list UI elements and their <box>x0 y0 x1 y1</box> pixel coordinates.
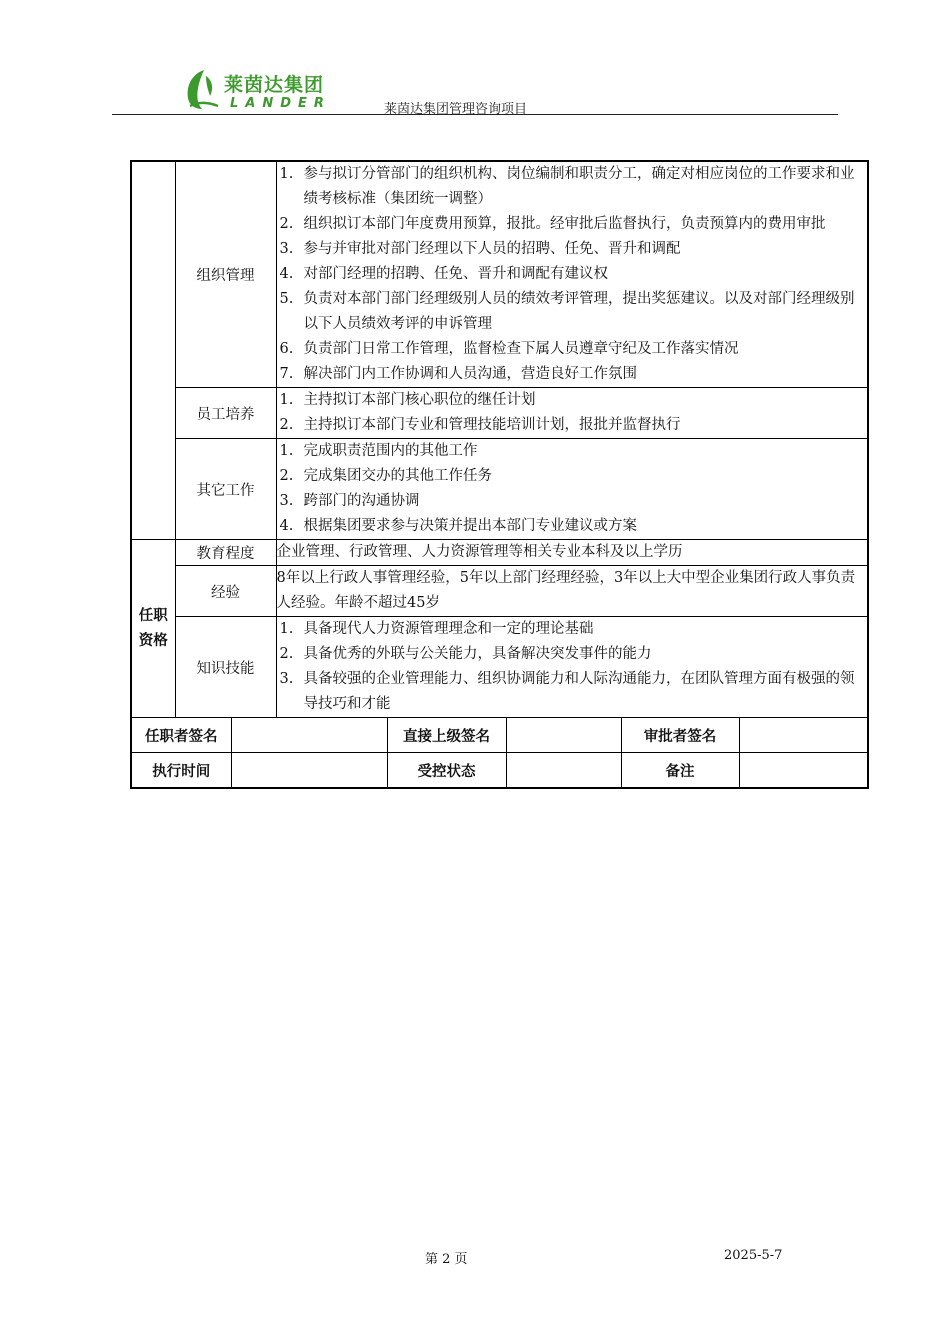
list-item: 1. 主持拟订本部门核心职位的继任计划 <box>279 392 536 408</box>
holder-sign-field[interactable] <box>231 718 387 753</box>
duty-row-organization <box>131 161 868 388</box>
logo-english-name: LANDER <box>230 96 331 111</box>
list-item: 3. 跨部门的沟通协调 <box>279 493 420 509</box>
header-divider <box>112 114 838 115</box>
list-item: 2. 具备优秀的外联与公关能力，具备解决突发事件的能力 <box>279 646 652 662</box>
exec-time-field[interactable] <box>231 753 387 789</box>
qualification-row-education <box>131 540 868 566</box>
list-item: 5. 负责对本部门部门经理级别人员的绩效考评管理，提出奖惩建议。以及对部门经理级别以下人员绩效考评的申诉管理 <box>279 291 855 332</box>
duty-label: 组织管理 <box>175 161 276 388</box>
skills-label: 知识技能 <box>175 617 276 718</box>
duty-content <box>276 161 868 388</box>
duty-content <box>276 388 868 439</box>
list-item: 2. 主持拟订本部门专业和管理技能培训计划，报批并监督执行 <box>279 417 681 433</box>
list-item: 4. 对部门经理的招聘、任免、晋升和调配有建议权 <box>279 266 608 282</box>
signature-row <box>131 718 868 753</box>
approver-sign-field[interactable] <box>739 718 868 753</box>
remarks-field[interactable] <box>739 753 868 789</box>
duty-content <box>276 439 868 540</box>
job-description-table <box>130 160 869 789</box>
experience-label: 经验 <box>175 566 276 617</box>
footer-date: 2025-5-7 <box>724 1248 783 1263</box>
qualification-row-skills <box>131 617 868 718</box>
control-status-label: 受控状态 <box>387 753 506 789</box>
logo-chinese-name: 莱茵达集团 <box>224 74 325 96</box>
page-header <box>112 60 838 116</box>
leaf-icon <box>182 66 222 112</box>
education-label: 教育程度 <box>175 540 276 566</box>
supervisor-sign-field[interactable] <box>506 718 621 753</box>
supervisor-sign-label: 直接上级签名 <box>387 718 506 753</box>
duty-label: 其它工作 <box>175 439 276 540</box>
list-item: 3. 参与并审批对部门经理以下人员的招聘、任免、晋升和调配 <box>279 241 681 257</box>
list-item: 2. 完成集团交办的其他工作任务 <box>279 468 492 484</box>
qualifications-category: 任职资格 <box>131 540 175 718</box>
company-logo <box>182 64 332 114</box>
remarks-label: 备注 <box>621 753 739 789</box>
list-item: 2. 组织拟订本部门年度费用预算，报批。经审批后监督执行，负责预算内的费用审批 <box>279 216 826 232</box>
exec-time-label: 执行时间 <box>131 753 231 789</box>
control-status-field[interactable] <box>506 753 621 789</box>
duties-category-cell <box>131 161 175 540</box>
qualification-row-experience <box>131 566 868 617</box>
header-title: 莱茵达集团管理咨询项目 <box>384 102 528 117</box>
list-item: 1. 具备现代人力资源管理理念和一定的理论基础 <box>279 621 594 637</box>
list-item: 6. 负责部门日常工作管理，监督检查下属人员遵章守纪及工作落实情况 <box>279 341 739 357</box>
approver-sign-label: 审批者签名 <box>621 718 739 753</box>
skills-content <box>276 617 868 718</box>
duty-row-training <box>131 388 868 439</box>
duty-label: 员工培养 <box>175 388 276 439</box>
page-number: 第 2 页 <box>425 1252 468 1267</box>
list-item: 7. 解决部门内工作协调和人员沟通，营造良好工作氛围 <box>279 366 637 382</box>
list-item: 4. 根据集团要求参与决策并提出本部门专业建议或方案 <box>279 518 637 534</box>
list-item: 1. 参与拟订分管部门的组织机构、岗位编制和职责分工，确定对相应岗位的工作要求和业绩考核标准（集团统一调整） <box>279 166 855 207</box>
status-row <box>131 753 868 789</box>
list-item: 1. 完成职责范围内的其他工作 <box>279 443 478 459</box>
duty-row-other <box>131 439 868 540</box>
holder-sign-label: 任职者签名 <box>131 718 231 753</box>
education-content: 企业管理、行政管理、人力资源管理等相关专业本科及以上学历 <box>276 540 868 566</box>
experience-content: 8年以上行政人事管理经验，5年以上部门经理经验，3年以上大中型企业集团行政人事负责人经验。年龄不超过45岁 <box>276 566 868 617</box>
list-item: 3. 具备较强的企业管理能力、组织协调能力和人际沟通能力，在团队管理方面有极强的领导技巧和才能 <box>279 671 855 712</box>
